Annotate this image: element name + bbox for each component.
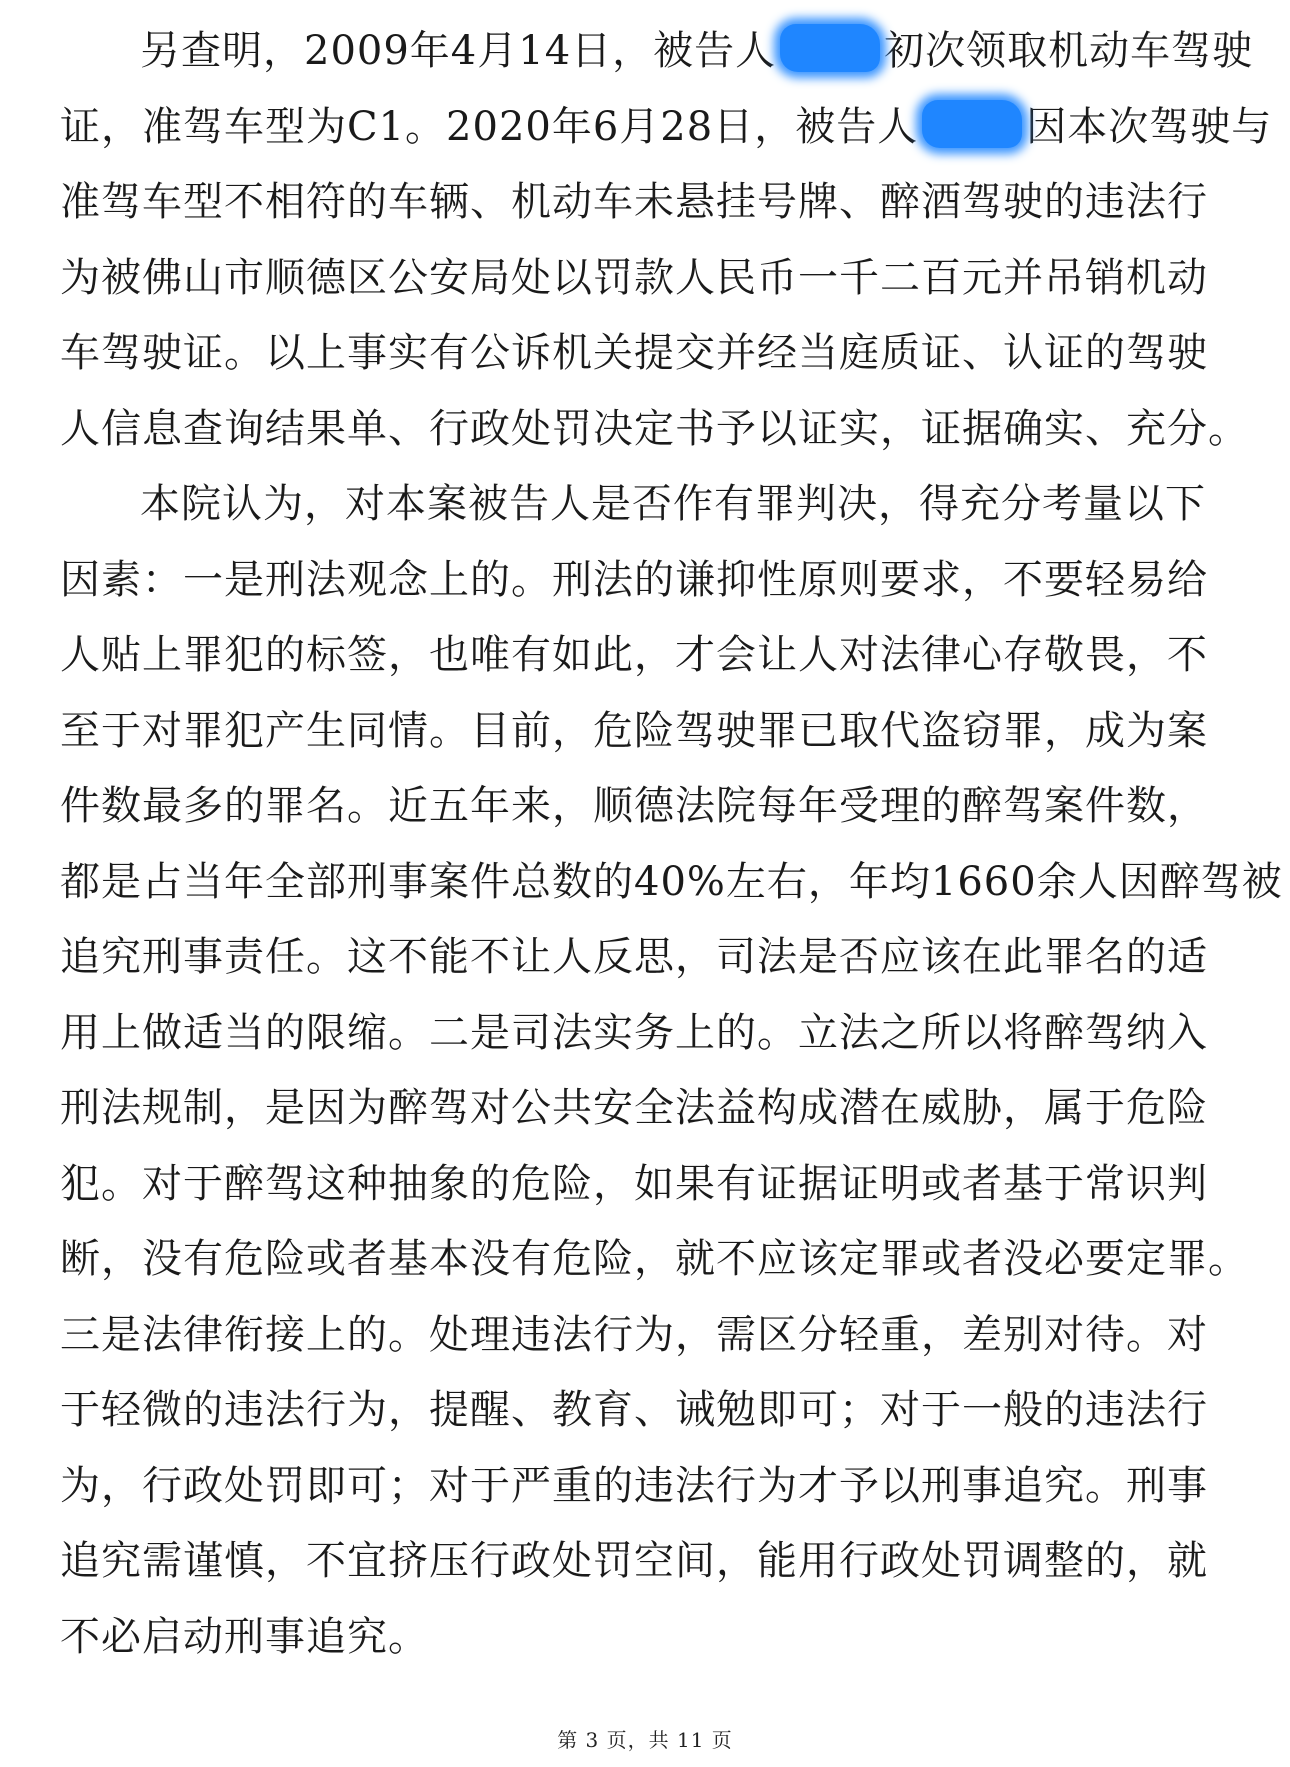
text-line xyxy=(60,90,1273,166)
text-segment: 初次领取机动车驾驶 xyxy=(884,28,1254,74)
text-line: 本院认为，对本案被告人是否作有罪判决，得充分考量以下 xyxy=(140,481,1206,527)
text-line: 车驾驶证。以上事实有公诉机关提交并经当庭质证、认证的驾驶 xyxy=(60,330,1208,376)
text-line: 件数最多的罪名。近五年来，顺德法院每年受理的醉驾案件数， xyxy=(60,783,1208,829)
document-body xyxy=(60,14,1283,1675)
text-line: 都是占当年全部刑事案件总数的40%左右，年均1660余人因醉驾被 xyxy=(60,858,1283,905)
page-number-footer: 第 3 页，共 11 页 xyxy=(557,1728,733,1752)
text-line: 断，没有危险或者基本没有危险，就不应该定罪或者没必要定罪。 xyxy=(60,1236,1249,1282)
text-line: 刑法规制，是因为醉驾对公共安全法益构成潜在威胁，属于危险 xyxy=(60,1085,1208,1131)
text-segment: 证，准驾车型为C1。2020年6月28日，被告人 xyxy=(60,103,919,150)
text-line: 用上做适当的限缩。二是司法实务上的。立法之所以将醉驾纳入 xyxy=(60,1009,1208,1056)
text-line: 人信息查询结果单、行政处罚决定书予以证实，证据确实、充分。 xyxy=(60,405,1249,452)
text-line: 因素：一是刑法观念上的。刑法的谦抑性原则要求，不要轻易给 xyxy=(60,556,1208,603)
text-line: 犯。对于醉驾这种抽象的危险，如果有证据证明或者基于常识判 xyxy=(60,1160,1208,1207)
text-line: 不必启动刑事追究。 xyxy=(60,1613,429,1660)
text-segment: 因本次驾驶与 xyxy=(1026,103,1273,150)
text-line: 至于对罪犯产生同情。目前，危险驾驶罪已取代盗窃罪，成为案 xyxy=(60,707,1208,754)
text-line: 追究需谨慎，不宜挤压行政处罚空间，能用行政处罚调整的，就 xyxy=(60,1538,1208,1584)
text-line: 追究刑事责任。这不能不让人反思，司法是否应该在此罪名的适 xyxy=(60,934,1208,980)
text-line: 于轻微的违法行为，提醒、教育、诫勉即可；对于一般的违法行 xyxy=(60,1387,1208,1433)
text-line: 为被佛山市顺德区公安局处以罚款人民币一千二百元并吊销机动 xyxy=(60,254,1208,301)
text-segment: 另查明，2009年4月14日，被告人 xyxy=(140,28,777,74)
redaction-mark xyxy=(780,24,880,72)
text-line: 人贴上罪犯的标签，也唯有如此，才会让人对法律心存敬畏，不 xyxy=(60,632,1208,678)
redaction-mark xyxy=(922,100,1022,148)
text-line: 准驾车型不相符的车辆、机动车未悬挂号牌、醉酒驾驶的违法行 xyxy=(60,179,1208,225)
text-line: 三是法律衔接上的。处理违法行为，需区分轻重，差别对待。对 xyxy=(60,1311,1208,1358)
text-line: 为，行政处罚即可；对于严重的违法行为才予以刑事追究。刑事 xyxy=(60,1462,1208,1509)
text-line xyxy=(60,14,1254,90)
